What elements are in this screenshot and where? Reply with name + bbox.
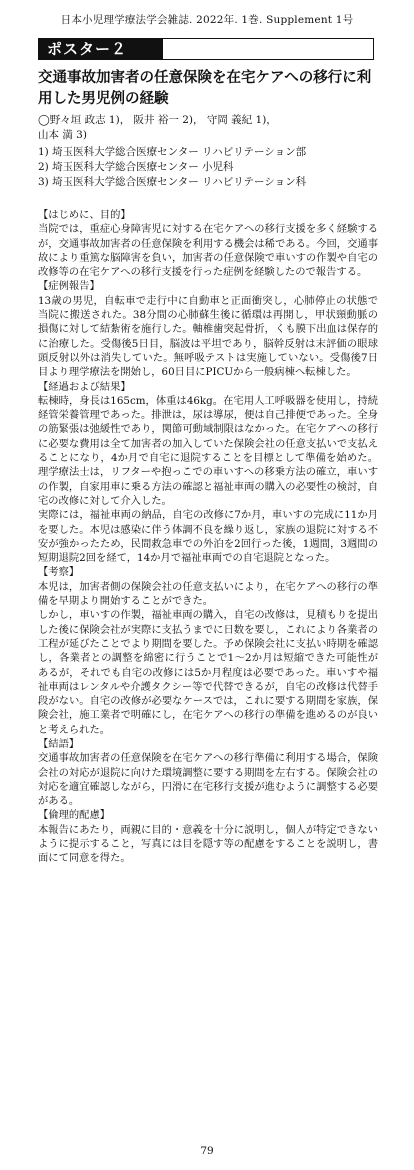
section-case-report xyxy=(38,279,378,379)
section-heading: 【症例報告】 xyxy=(38,280,100,293)
author-list xyxy=(38,113,378,143)
section-heading: 【はじめに、目的】 xyxy=(38,209,131,221)
section-discussion xyxy=(38,565,378,737)
section-paragraph: 本報告にあたり，両親に目的・意義を十分に説明し，個人が特定できないように提示すること，写真には目を隠す等の配慮をすることを説明し，書面にて同意を得た。 xyxy=(38,823,378,865)
poster-section-bar xyxy=(38,38,374,60)
section-paragraph: 実際には，福祉車両の納品，自宅の改修に7か月，車いすの完成に11か月を要した。本児は感染に伴う体調不良を繰り返し，家族の退院に対する不安が強かったため，民間救急車での外泊を2回行った後，1週間，3週間の短期退院2回を経て，14か月で福祉車両での自宅退院となった。 xyxy=(38,509,378,565)
section-paragraph: 交通事故加害者の任意保険を在宅ケアへの移行準備に利用する場合，保険会社の対応が退院に向けた環境調整に要する期間を左右する。保険会社の対応を適宜確認しながら，円滑に在宅移行支援が進むように調整する必要がある。 xyxy=(38,752,378,808)
affiliation-3: 3) 埼玉医科大学総合医療センター リハビリテーション科 xyxy=(38,176,307,188)
section-introduction xyxy=(38,208,378,279)
section-heading: 【経過および結果】 xyxy=(38,380,131,393)
author-4: 山本 満 3) xyxy=(38,129,87,141)
section-paragraph: 本児は，加害者側の保険会社の任意支払いにより，在宅ケアへの移行の準備を早期より開始することができた。 xyxy=(38,580,378,608)
section-conclusion xyxy=(38,737,378,808)
section-paragraph: 転棟時，身長は165cm，体重は46kg。在宅用人工呼吸器を使用し，持続経管栄養管理であった。排泄は，尿は導尿，便は自己排便であった。全身の筋緊張は弛緩性であり，関節可動域制限はなかった。在宅ケアへの移行に必要な費用は全て加害者の加入していた保険会社の任意支払いで支払えることになり，4か月で自宅に退院することを目標として準備を始めた。理学療法士は，リフターや抱っこでの車いすへの移乗方法の確立，車いすの作製，自家用車に乗る方法の確認と福祉車両の購入の必要性の検討，自宅の改修に対して介入した。 xyxy=(38,394,378,507)
page-number: 79 xyxy=(200,1145,214,1157)
section-paragraph: 当院では，重症心身障害児に対する在宅ケアへの移行支援を多く経験するが，交通事故加害者の任意保険を利用する機会は稀である。今回，交通事故により重篤な脳障害を負い，加害者の任意保険で車いすの作製や自宅の改修等の在宅ケアへの移行支援を行った症例を経験したので報告する。 xyxy=(38,223,378,279)
author-3: 守岡 義紀 1)， xyxy=(206,114,277,126)
section-heading: 【結語】 xyxy=(38,737,80,750)
section-heading: 【考察】 xyxy=(38,566,80,579)
section-paragraph: 13歳の男児，自転車で走行中に自動車と正面衝突し，心肺停止の状態で当院に搬送された。38分間の心肺蘇生後に循環は再開し，甲状頸動脈の損傷に対して結紮術を施行した。軸椎歯突起骨折，くも膜下出血は保存的に治療した。受傷後5日目，脳波は平坦であり，脳幹反射は末評価の眼球頭反射以外は消失していた。無呼吸テストは実施していない。受傷後7日目より理学療法を開始し，60日目にPICUから一般病棟へ転棟した。 xyxy=(38,294,378,379)
section-heading: 【倫理的配慮】 xyxy=(38,809,111,822)
section-ethics xyxy=(38,808,378,865)
article-body xyxy=(38,208,378,866)
affiliation-2: 2) 埼玉医科大学総合医療センター 小児科 xyxy=(38,161,234,173)
author-2: 阪井 裕一 2)， xyxy=(133,114,204,126)
author-1: ◯野々垣 政志 1)， xyxy=(38,114,131,126)
section-paragraph: しかし，車いすの作製，福祉車両の購入，自宅の改修は，見積もりを提出した後に保険会社が実際に支払うまでに日数を要し，これにより各業者の工程が延びたことでより期間を要した。予め保険会社に支払い時期を確認し，各業者との調整を綿密に行うことで1〜2か月は短縮できた可能性があるが，それでも自宅の改修には5か月程度は必要であった。車いすや福祉車両はレンタルや介護タクシー等で代替できるが，自宅の改修は代替手段がない。自宅の改修が必要なケースでは，これに要する期間を家族，保険会社，施工業者で明確にし，在宅ケアへの移行の準備を進めるのが良いと考えられた。 xyxy=(38,609,378,736)
affiliation-1: 1) 埼玉医科大学総合医療センター リハビリテーション部 xyxy=(38,146,307,158)
article-title: 交通事故加害者の任意保険を在宅ケアへの移行に利用した男児例の経験 xyxy=(38,70,372,107)
section-course-results xyxy=(38,380,378,566)
affiliation-list xyxy=(38,145,378,190)
poster-label: ポスター２ xyxy=(39,39,163,59)
journal-header: 日本小児理学療法学会雑誌. 2022年. 1巻. Supplement 1号 xyxy=(60,14,354,26)
